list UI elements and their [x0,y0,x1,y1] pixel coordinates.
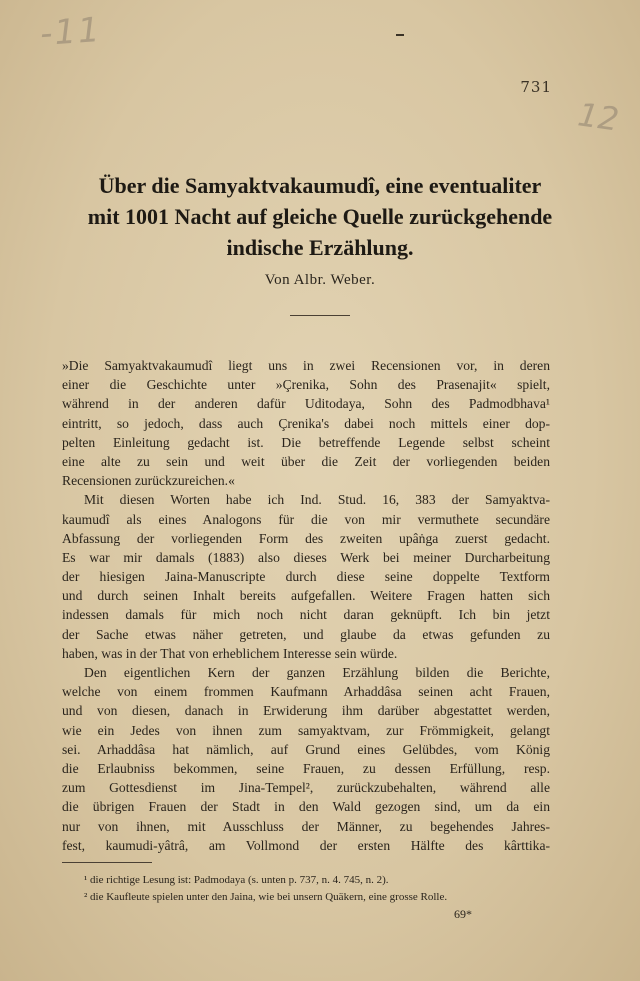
body-line: die übrigen Frauen der Stadt in den Wald gezogen sind, um da ein [62,799,550,815]
top-dash-mark [396,34,404,36]
title-line: mit 1001 Nacht auf gleiche Quelle zurückgehende [87,204,553,229]
body-line: die Erlaubniss bekommen, seine Frauen, zu dessen Erfüllung, resp. [62,760,550,776]
body-line: einer die Geschichte unter »Çrenika, Sohn des Prasenajit« spielt, [62,377,550,393]
pencil-mark-top-right: 12 [575,95,622,139]
body-line: wie ein Jedes von ihnen zum samyaktvam, zur Frömmigkeit, gelangt [62,722,550,738]
body-line: Es war mir damals (1883) also dieses Werk bei meiner Durcharbeitung [62,549,550,565]
body-line: indessen damals für mich noch nicht daran geknüpft. Ich bin jetzt [62,607,550,623]
body-line: und durch seinen Inhalt bereits aufgefallen. Weitere Fragen hatten sich [62,588,550,604]
body-line: Den eigentlichen Kern der ganzen Erzählung bilden die Berichte, [84,665,550,680]
page-number: 731 [520,78,552,96]
body-line: Mit diesen Worten habe ich Ind. Stud. 16, 383 der Samyaktva- [84,492,550,508]
title-line: Über die Samyaktvakaumudî, eine eventualiter [98,173,542,198]
body-line: zum Gottesdienst im Jina-Tempel², zurückzubehalten, während alle [62,780,550,796]
title-separator-rule [290,315,350,316]
body-line: nur von ihnen, mit Ausschluss der Männer, zu begehendes Jahres- [62,818,550,834]
footnote-separator-rule [62,862,152,863]
body-line: und von diesen, danach in Erwiderung ihm darüber abgestattet werden, [62,703,550,719]
body-line: der hiesigen Jaina-Manuscripte durch diese seine doppelte Textform [62,569,550,585]
body-line: eintritt, so jedoch, dass auch Çrenika's dabei noch mittels einer dop- [62,415,550,431]
signature-mark: 69* [454,907,472,921]
footnotes [84,872,554,906]
body-line: pelten Einleitung gedacht ist. Die betreffende Legende selbst scheint [62,434,550,450]
body-line: eine alte zu sein und weit über die Zeit der vorliegenden beiden [62,453,550,469]
article-body [62,356,550,855]
body-line: während in der anderen dafür Uditodaya, Sohn des Padmodbhava¹ [62,396,550,412]
footnote: ¹ die richtige Lesung ist: Padmodaya (s. unten p. 737, n. 4. 745, n. 2). [84,874,389,886]
body-line: Abfassung der vorliegenden Form des zweiten upâṅga zuerst gedacht. [62,530,550,546]
body-line: »Die Samyaktvakaumudî liegt uns in zwei Recensionen vor, in deren [62,358,550,373]
article-title [40,170,600,263]
body-line: Recensionen zurückzureichen.« [62,473,235,489]
body-line: welche von einem frommen Kaufmann Arhaddâsa seinen acht Frauen, [62,684,550,700]
footnote: ² die Kaufleute spielen unter den Jaina, wie bei unsern Quäkern, eine grosse Rolle. [84,891,448,903]
title-line: indische Erzählung. [226,235,414,260]
body-line: sei. Arhaddâsa hat nämlich, auf Grund eines Gelübdes, vom König [62,741,550,757]
body-line: der Sache etwas näher getreten, und glaube da etwas gefunden zu [62,626,550,642]
body-line: kaumudî als eines Analogons für die von mir vermuthete secundäre [62,511,550,527]
body-line: haben, was in der That von erheblichem Interesse sein würde. [62,645,398,661]
author-line: Von Albr. Weber. [264,272,376,288]
body-line: fest, kaumudi-yâtrâ, am Vollmond der ersten Hälfte des kârttika- [62,837,550,853]
pencil-mark-top-left: -11 [38,9,103,55]
